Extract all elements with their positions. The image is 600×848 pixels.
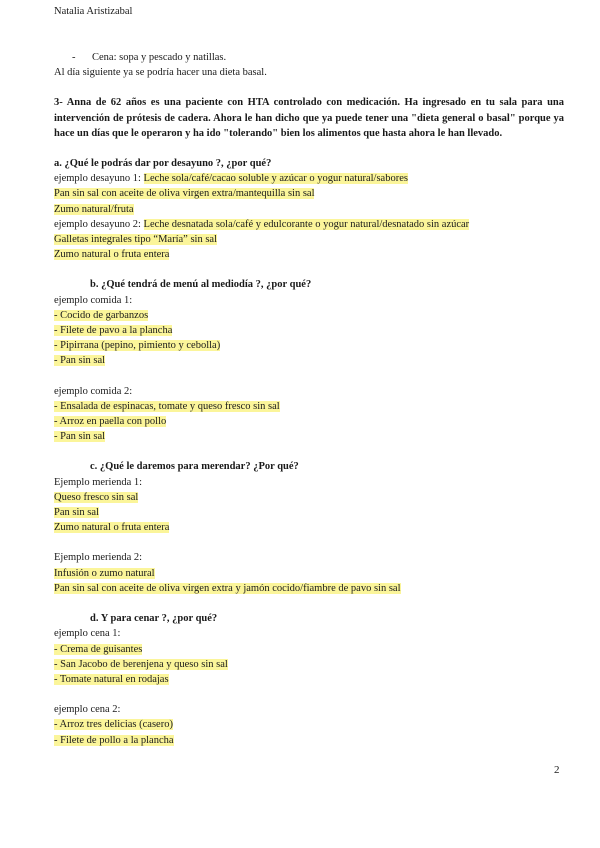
dinner-example-2-item-text: - Arroz tres delicias (casero) [54, 719, 173, 731]
breakfast-example-1-line-1: Leche sola/café/cacao soluble y azúcar o yogur natural/sabores [143, 173, 408, 185]
lunch-example-2-label: ejemplo comida 2: [54, 385, 133, 397]
question-d-title: d. Y para cenar ?, ¿por qué? [90, 613, 218, 625]
dinner-example-1-item [54, 657, 564, 672]
lunch-example-2-item [54, 414, 564, 429]
lunch-example-1-item [54, 353, 564, 368]
page-number: 2 [554, 764, 560, 776]
breakfast-example-2-line-3: Zumo natural o fruta entera [54, 249, 170, 261]
lunch-example-1-item-text: - Filete de pavo a la plancha [54, 325, 173, 337]
spacer [54, 369, 564, 384]
breakfast-example-2-line-1: Leche desnatada sola/café y edulcorante o yogur natural/desnatado sin azúcar [143, 218, 470, 230]
snack-example-1-item-text: Zumo natural o fruta entera [54, 522, 170, 534]
dinner-example-2-label: ejemplo cena 2: [54, 704, 121, 716]
document-body [54, 50, 564, 748]
dinner-example-2-item [54, 717, 564, 732]
breakfast-example-1-row-2 [54, 186, 564, 201]
next-day-note: Al día siguiente ya se podría hacer una dieta basal. [54, 67, 267, 79]
bullet-dinner-text: Cena: sopa y pescado y natillas. [92, 52, 227, 63]
question-3: 3- Anna de 62 años es una paciente con HTA controlado con medicación. Ha ingresado en tu sala para una intervención de prótesis de cadera. Ahora le han dicho que ya puede tener una "dieta general o basal" porque ya hace un días que le operaron y ha ido "tolerando" bien los alimentos que hasta ahora le han llevado. [54, 97, 564, 139]
question-a-title: a. ¿Qué le podrás dar por desayuno ?, ¿por qué? [54, 158, 272, 170]
snack-example-2-label: Ejemplo merienda 2: [54, 552, 143, 564]
snack-example-2-item [54, 566, 564, 581]
snack-example-2-item [54, 581, 564, 596]
snack-example-1-item [54, 490, 564, 505]
bullet-dash: - [72, 52, 76, 63]
snack-example-1-item-text: Pan sin sal [54, 507, 99, 519]
breakfast-example-1-label: ejemplo desayuno 1: [54, 173, 144, 185]
snack-example-1-item-text: Queso fresco sin sal [54, 491, 139, 503]
question-c-title: c. ¿Qué le daremos para merendar? ¿Por qué? [90, 461, 299, 473]
breakfast-example-1 [54, 171, 564, 186]
breakfast-example-1-line-3: Zumo natural/fruta [54, 203, 134, 215]
dinner-example-2-item [54, 733, 564, 748]
spacer [54, 687, 564, 702]
lunch-example-1-label: ejemplo comida 1: [54, 294, 133, 306]
dinner-example-1-item [54, 672, 564, 687]
lunch-example-1-item-text: - Pan sin sal [54, 355, 106, 367]
spacer [54, 535, 564, 550]
lunch-example-1-item [54, 338, 564, 353]
bullet-dinner [54, 50, 564, 65]
snack-example-1-item [54, 520, 564, 535]
breakfast-example-2-row-2 [54, 232, 564, 247]
breakfast-example-1-row-3 [54, 202, 564, 217]
dinner-example-1-item-text: - Tomate natural en rodajas [54, 673, 169, 685]
page-header-author: Natalia Aristizabal [54, 6, 133, 17]
lunch-example-2-item-text: - Pan sin sal [54, 431, 106, 443]
snack-example-2-item-text: Pan sin sal con aceite de oliva virgen extra y jamón cocido/fiambre de pavo sin sal [54, 582, 401, 594]
breakfast-example-2-line-2: Galletas integrales tipo “María” sin sal [54, 234, 217, 246]
lunch-example-2-item-text: - Arroz en paella con pollo [54, 416, 167, 428]
lunch-example-2-item [54, 399, 564, 414]
dinner-example-1-item-text: - Crema de guisantes [54, 643, 143, 655]
lunch-example-1-item-text: - Cocido de garbanzos [54, 309, 149, 321]
question-b-title: b. ¿Qué tendrá de menú al mediodía ?, ¿por qué? [90, 279, 312, 291]
breakfast-example-2-label: ejemplo desayuno 2: [54, 218, 144, 230]
dinner-example-1-label: ejemplo cena 1: [54, 628, 121, 640]
dinner-example-1-item-text: - San Jacobo de berenjena y queso sin sal [54, 658, 228, 670]
snack-example-1-label: Ejemplo merienda 1: [54, 476, 143, 488]
lunch-example-1-item-text: - Pipirrana (pepino, pimiento y cebolla) [54, 340, 221, 352]
lunch-example-1-item [54, 323, 564, 338]
lunch-example-2-item-text: - Ensalada de espinacas, tomate y queso fresco sin sal [54, 400, 280, 412]
lunch-example-2-item [54, 429, 564, 444]
breakfast-example-2-row-3 [54, 247, 564, 262]
snack-example-1-item [54, 505, 564, 520]
breakfast-example-2 [54, 217, 564, 232]
snack-example-2-item-text: Infusión o zumo natural [54, 567, 155, 579]
dinner-example-1-item [54, 642, 564, 657]
breakfast-example-1-line-2: Pan sin sal con aceite de oliva virgen extra/mantequilla sin sal [54, 188, 315, 200]
dinner-example-2-item-text: - Filete de pollo a la plancha [54, 734, 174, 746]
lunch-example-1-item [54, 308, 564, 323]
